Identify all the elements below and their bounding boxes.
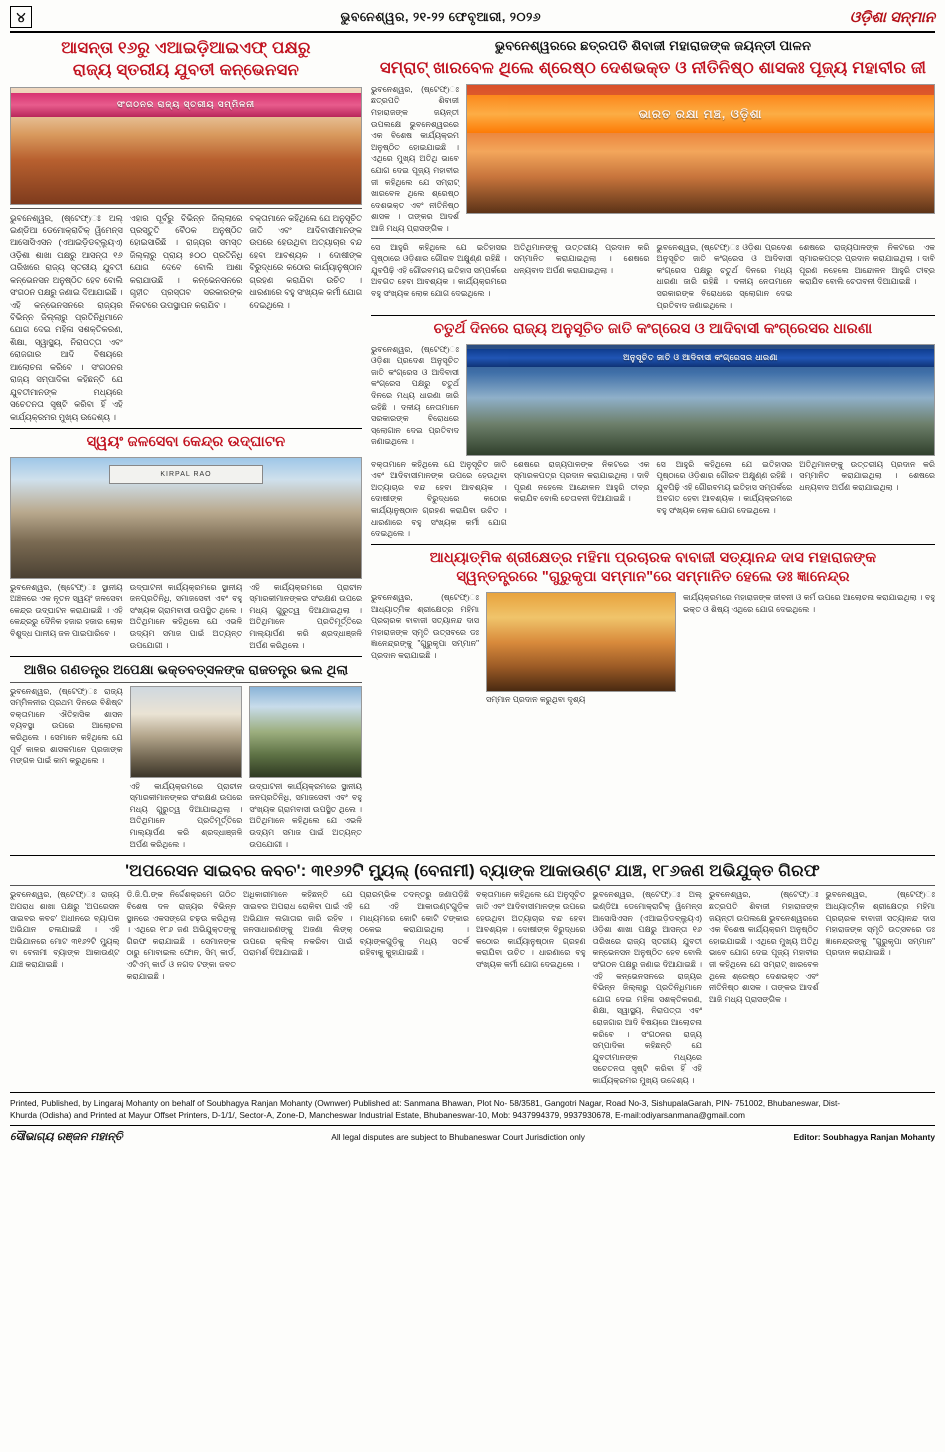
article-a3-headline: ଚତୁର୍ଥ ଦିନରେ ରାଜ୍ୟ ଅନୁସୂଚିତ ଜାତି କଂଗ୍ରେସ ଓ ଆଦିବାସୀ କଂଗ୍ରେସର ଧାରଣା (433, 321, 873, 338)
page-number: ୪ (10, 6, 32, 28)
article-a3-para-2: ବକ୍ତାମାନେ କହିଥିଲେ ଯେ ଅନୁସୂଚିତ ଜାତି ଏବଂ ଆଦିବାସୀମାନଙ୍କ ଉପରେ ହେଉଥିବା ଅତ୍ୟାଚାର ବନ୍ଦ ହେବା ଆବଶ୍ୟକ । ଦୋଷୀଙ୍କ ବିରୁଦ୍ଧରେ କଠୋର କାର୍ଯ୍ୟାନୁଷ୍ଠାନ ଗ୍ରହଣ କରାଯିବା ଉଚିତ । ଧାରଣାରେ ବହୁ ସଂଖ୍ୟକ କର୍ମୀ ଯୋଗ ଦେଇଥିଲେ । (371, 459, 507, 539)
right-column-block (371, 37, 935, 850)
article-a2-para-1: ଭୁବନେଶ୍ୱର, (ଷ୍ଟେଫ୍‌)ଃ ଛତ୍ରପତି ଶିବାଜୀ ମହାରାଜଙ୍କ ଜୟନ୍ତୀ ଉପଲକ୍ଷେ ଭୁବନେଶ୍ୱରରେ ଏକ ବିଶେଷ କାର୍ଯ୍ୟକ୍ରମ ଅନୁଷ୍ଠିତ ହୋଇଯାଇଛି । ଏଥିରେ ମୁଖ୍ୟ ଅତିଥି ଭାବେ ଯୋଗ ଦେଇ ପୂଜ୍ୟ ମହାବୀର ଜୀ କହିଥିଲେ ଯେ ସମ୍ରାଟ୍ ଖାରବେଳ ଥିଲେ ଶ୍ରେଷ୍ଠ ଦେଶଭକ୍ତ ଏବଂ ନୀତିନିଷ୍ଠ ଶାସକ । ତାଙ୍କର ଆଦର୍ଶ ଆଜି ମଧ୍ୟ ପ୍ରାସଙ୍ଗିକ । (371, 84, 459, 233)
article-a4-photo (10, 457, 362, 579)
article-a2-para-4: ଭୁବନେଶ୍ୱର, (ଷ୍ଟେଫ୍‌)ଃ ଓଡ଼ିଶା ପ୍ରଦେଶ ଅନୁସୂଚିତ ଜାତି କଂଗ୍ରେସ ଓ ଆଦିବାସୀ କଂଗ୍ରେସ ପକ୍ଷରୁ ଚତୁର୍ଥ ଦିନରେ ମଧ୍ୟ ଧାରଣା ଜାରି ରହିଛି । ଦଳୀୟ ନେତାମାନେ ସରକାରଙ୍କ ବିରୋଧରେ ସ୍ଲୋଗାନ ଦେଇ ପ୍ରତିବାଦ ଜଣାଇଥିଲେ । (656, 242, 793, 310)
article-a1-para-3: ବକ୍ତାମାନେ କହିଥିଲେ ଯେ ଅନୁସୂଚିତ ଜାତି ଏବଂ ଆଦିବାସୀମାନଙ୍କ ଉପରେ ହେଉଥିବା ଅତ୍ୟାଚାର ବନ୍ଦ ହେବା ଆବଶ୍ୟକ । ଦୋଷୀଙ୍କ ବିରୁଦ୍ଧରେ କଠୋର କାର୍ଯ୍ୟାନୁଷ୍ଠାନ ଗ୍ରହଣ କରାଯିବା ଉଚିତ । ଧାରଣାରେ ବହୁ ସଂଖ୍ୟକ କର୍ମୀ ଯୋଗ ଦେଇଥିଲେ । (249, 212, 363, 310)
article-a1-photo (10, 87, 362, 205)
article-a6-para-2: କାର୍ଯ୍ୟକ୍ରମରେ ମହାରାଜଙ୍କ ଜୀବନୀ ଓ କର୍ମ ଉପରେ ଆଲୋଚନା କରାଯାଇଥିଲା । ବହୁ ଭକ୍ତ ଓ ଶିଷ୍ୟ ଏଥିରେ ଯୋଗ ଦେଇଥିଲେ । (683, 592, 935, 614)
article-a7-para-6: ଭୁବନେଶ୍ୱର, (ଷ୍ଟେଫ୍‌)ଃ ଅଲ୍‌ ଇଣ୍ଡିଆ ଡେମୋକ୍ରାଟିକ୍ ୱିମେନ୍ସ ଆସୋସିଏସନ (ଏଆଇଡ଼ିଡବ୍ଲ୍ୟୁଏ) ଓଡ଼ିଶା ଶାଖା ପକ୍ଷରୁ ଆସନ୍ତା ୧୬ ତାରିଖରେ ରାଜ୍ୟ ସ୍ତରୀୟ ଯୁବତୀ କନ୍‌ଭେନସନ ଅନୁଷ୍ଠିତ ହେବ ବୋଲି ସଂଗଠନ ପକ୍ଷରୁ ଜଣାଇ ଦିଆଯାଇଛି । ଏହି କନ୍‌ଭେନସନରେ ରାଜ୍ୟର ବିଭିନ୍ନ ଜିଲ୍ଲାରୁ ପ୍ରତିନିଧିମାନେ ଯୋଗ ଦେଇ ମହିଳା ସଶକ୍ତିକରଣ, ଶିକ୍ଷା, ସ୍ୱାସ୍ଥ୍ୟ, ନିରାପତ୍ତା ଏବଂ ରୋଜଗାର ଆଦି ବିଷୟରେ ଆଲୋଚନା କରିବେ । ସଂଗଠନର ରାଜ୍ୟ ସମ୍ପାଦିକା କହିଛନ୍ତି ଯେ ଯୁବତୀମାନଙ୍କ ମଧ୍ୟରେ ସଚେତନତା ସୃଷ୍ଟି କରିବା ହିଁ ଏହି କାର୍ଯ୍ୟକ୍ରମର ମୁଖ୍ୟ ଉଦ୍ଦେଶ୍ୟ । (592, 890, 702, 1085)
article-a5-para-1: ଭୁବନେଶ୍ୱର, (ଷ୍ଟେଫ୍‌)ଃ ରାଜ୍ୟ ସମ୍ମିଳନୀର ପ୍ରଥମ ଦିନରେ ବିଶିଷ୍ଟ ବକ୍ତାମାନେ ଐତିହାସିକ ଶାସନ ବ୍ୟବସ୍ଥା ଉପରେ ଆଲୋଚନା କରିଥିଲେ । ସେମାନେ କହିଥିଲେ ଯେ ପୂର୍ବ କାଳର ଶାସକମାନେ ପ୍ରଜାଙ୍କ ମଙ୍ଗଳ ପାଇଁ କାମ କରୁଥିଲେ । (10, 686, 123, 766)
article-a5-para-3: ଉଦ୍‌ଘାଟନୀ କାର୍ଯ୍ୟକ୍ରମରେ ସ୍ଥାନୀୟ ଜନପ୍ରତିନିଧି, ସମାଜସେବୀ ଏବଂ ବହୁ ସଂଖ୍ୟକ ଗ୍ରାମବାସୀ ଉପସ୍ଥିତ ଥିଲେ । ଅତିଥିମାନେ କହିଥିଲେ ଯେ ଏଭଳି ଉଦ୍ୟମ ସମାଜ ପାଇଁ ଅତ୍ୟନ୍ତ ଉପଯୋଗୀ । (249, 781, 363, 849)
article-a6-headline-line2: ସ୍ୱନ୍ତନ୍ତ୍ରରେ "ଗୁରୁକୃପା ସମ୍ମାନ"ରେ ସମ୍ମାନିତ ହେଲେ ଡଃ ଜ୍ଞାନେନ୍ଦ୍ର (456, 569, 850, 586)
publisher-signature: ସୌଭାଗ୍ୟ ରଞ୍ଜନ ମହାନ୍ତି (10, 1130, 123, 1143)
article-a7-para-2: ଡି.ଜି.ପି.ଙ୍କ ନିର୍ଦ୍ଦେଶକ୍ରମେ ଗଠିତ ବିଶେଷ ଦଳ ରାଜ୍ୟର ବିଭିନ୍ନ ସ୍ଥାନରେ ଏକସଙ୍ଗେ ଚଢ଼ଉ କରିଥିଲା । ଏଥିରେ ୧୮୬ ଜଣ ଅଭିଯୁକ୍ତଙ୍କୁ ଗିରଫ କରାଯାଇଛି । ସେମାନଙ୍କ ଠାରୁ ମୋବାଇଲ ଫୋନ, ସିମ୍ କାର୍ଡ, ଏଟିଏମ୍ କାର୍ଡ ଓ ନଗଦ ଟଙ୍କା ଜବତ କରାଯାଇଛି । (126, 890, 236, 981)
article-a2-headline: ସମ୍ରାଟ୍ ଖାରବେଳ ଥିଲେ ଶ୍ରେଷ୍ଠ ଦେଶଭକ୍ତ ଓ ନୀତିନିଷ୍ଠ ଶାସକଃ ପୂଜ୍ୟ ମହାବୀର ଜୀ (379, 58, 927, 77)
article-a3-para-1: ଭୁବନେଶ୍ୱର, (ଷ୍ଟେଫ୍‌)ଃ ଓଡ଼ିଶା ପ୍ରଦେଶ ଅନୁସୂଚିତ ଜାତି କଂଗ୍ରେସ ଓ ଆଦିବାସୀ କଂଗ୍ରେସ ପକ୍ଷରୁ ଚତୁର୍ଥ ଦିନରେ ମଧ୍ୟ ଧାରଣା ଜାରି ରହିଛି । ଦଳୀୟ ନେତାମାନେ ସରକାରଙ୍କ ବିରୋଧରେ ସ୍ଲୋଗାନ ଦେଇ ପ୍ରତିବାଦ ଜଣାଇଥିଲେ । (371, 344, 459, 447)
article-a1-para-2: ଏହାର ପୂର୍ବରୁ ବିଭିନ୍ନ ଜିଲ୍ଲାରେ ପ୍ରସ୍ତୁତି ବୈଠକ ଅନୁଷ୍ଠିତ ହୋଇସାରିଛି । ରାଜ୍ୟର ସମସ୍ତ ଜିଲ୍ଲାରୁ ପ୍ରାୟ ୫୦୦ ପ୍ରତିନିଧି ଯୋଗ ଦେବେ ବୋଲି ଆଶା କରାଯାଉଛି । କନ୍‌ଭେନସନରେ ଗୃହୀତ ପ୍ରସ୍ତାବ ସରକାରଙ୍କ ନିକଟରେ ଉପସ୍ଥାପନ କରାଯିବ । (129, 212, 243, 310)
article-a3-para-5: ଅତିଥିମାନଙ୍କୁ ଉତ୍ତରୀୟ ପ୍ରଦାନ କରି ସମ୍ମାନିତ କରାଯାଇଥିଲା । ଶେଷରେ ଧନ୍ୟବାଦ ଅର୍ପଣ କରାଯାଇଥିଲା । (799, 459, 935, 492)
masthead (10, 6, 935, 33)
footer-imprint (10, 1092, 935, 1146)
article-a6-headline-line1: ଆଧ୍ୟାତ୍ମିକ ଶ୍ରୀକ୍ଷେତ୍ର ମହିମା ପ୍ରଚାରକ ବାବାଜୀ ସତ୍ୟାନନ୍ଦ ଦାସ ମହାରାଜଙ୍କ (429, 549, 877, 566)
article-a7-para-7: ଭୁବନେଶ୍ୱର, (ଷ୍ଟେଫ୍‌)ଃ ଛତ୍ରପତି ଶିବାଜୀ ମହାରାଜଙ୍କ ଜୟନ୍ତୀ ଉପଲକ୍ଷେ ଭୁବନେଶ୍ୱରରେ ଏକ ବିଶେଷ କାର୍ଯ୍ୟକ୍ରମ ଅନୁଷ୍ଠିତ ହୋଇଯାଇଛି । ଏଥିରେ ମୁଖ୍ୟ ଅତିଥି ଭାବେ ଯୋଗ ଦେଇ ପୂଜ୍ୟ ମହାବୀର ଜୀ କହିଥିଲେ ଯେ ସମ୍ରାଟ୍ ଖାରବେଳ ଥିଲେ ଶ୍ରେଷ୍ଠ ଦେଶଭକ୍ତ ଏବଂ ନୀତିନିଷ୍ଠ ଶାସକ । ତାଙ୍କର ଆଦର୍ଶ ଆଜି ମଧ୍ୟ ପ୍ରାସଙ୍ଗିକ । (709, 890, 819, 1004)
article-a1-headline-line2: ରାଜ୍ୟ ସ୍ତରୀୟ ଯୁବତୀ କନ୍‌ଭେନସନ (72, 61, 300, 80)
article-a2-photo (466, 84, 935, 214)
article-a4-para-3: ଏହି କାର୍ଯ୍ୟକ୍ରମରେ ପ୍ରାଚୀନ ସ୍ମାରକୀମାନଙ୍କର ସଂରକ୍ଷଣ ଉପରେ ମଧ୍ୟ ଗୁରୁତ୍ୱ ଦିଆଯାଇଥିଲା । ଅତିଥିମାନେ ପ୍ରତିମୂର୍ତ୍ତିରେ ମାଲ୍ୟାର୍ପଣ କରି ଶ୍ରଦ୍ଧାଞ୍ଜଳି ଅର୍ପଣ କରିଥିଲେ । (249, 582, 363, 650)
article-a7-para-5: ବକ୍ତାମାନେ କହିଥିଲେ ଯେ ଅନୁସୂଚିତ ଜାତି ଏବଂ ଆଦିବାସୀମାନଙ୍କ ଉପରେ ହେଉଥିବା ଅତ୍ୟାଚାର ବନ୍ଦ ହେବା ଆବଶ୍ୟକ । ଦୋଷୀଙ୍କ ବିରୁଦ୍ଧରେ କଠୋର କାର୍ଯ୍ୟାନୁଷ୍ଠାନ ଗ୍ରହଣ କରାଯିବା ଉଚିତ । ଧାରଣାରେ ବହୁ ସଂଖ୍ୟକ କର୍ମୀ ଯୋଗ ଦେଇଥିଲେ । (476, 890, 586, 970)
masthead-date: ଭୁବନେଶ୍ୱର, ୨୧-୨୨ ଫେବୃଆରୀ, ୨୦୨୬ (340, 9, 542, 24)
article-a4-para-1: ଭୁବନେଶ୍ୱର, (ଷ୍ଟେଫ୍‌)ଃ ସ୍ଥାନୀୟ ଅଞ୍ଚଳରେ ଏକ ନୂତନ ସ୍ୱୟଂ ଜଳସେବା କେନ୍ଦ୍ର ଉଦ୍‌ଘାଟନ କରାଯାଇଛି । ଏହି କେନ୍ଦ୍ରରୁ ଦୈନିକ ହଜାର ହଜାର ଲୋକ ବିଶୁଦ୍ଧ ପାନୀୟ ଜଳ ପାଇପାରିବେ । (10, 582, 123, 638)
article-a6-caption: ସମ୍ମାନ ପ୍ରଦାନ କରୁଥିବା ଦୃଶ୍ୟ (486, 694, 586, 704)
article-a7-para-8: ଭୁବନେଶ୍ୱର, (ଷ୍ଟେଫ୍‌)ଃ ଆଧ୍ୟାତ୍ମିକ ଶ୍ରୀକ୍ଷେତ୍ର ମହିମା ପ୍ରଚାରକ ବାବାଜୀ ସତ୍ୟାନନ୍ଦ ଦାସ ମହାରାଜଙ୍କ ସ୍ମୃତି ଉତ୍ସବରେ ଡଃ ଜ୍ଞାନେନ୍ଦ୍ରଙ୍କୁ "ଗୁରୁକୃପା ସମ୍ମାନ" ପ୍ରଦାନ କରାଯାଇଛି । (825, 890, 935, 958)
newspaper-title: ଓଡ଼ିଶା ସନ୍ମାନ (849, 8, 935, 26)
article-a1-para-1: ଭୁବନେଶ୍ୱର, (ଷ୍ଟେଫ୍‌)ଃ ଅଲ୍‌ ଇଣ୍ଡିଆ ଡେମୋକ୍ରାଟିକ୍ ୱିମେନ୍ସ ଆସୋସିଏସନ (ଏଆଇଡ଼ିଡବ୍ଲ୍ୟୁଏ) ଓଡ଼ିଶା ଶାଖା ପକ୍ଷରୁ ଆସନ୍ତା ୧୬ ତାରିଖରେ ରାଜ୍ୟ ସ୍ତରୀୟ ଯୁବତୀ କନ୍‌ଭେନସନ ଅନୁଷ୍ଠିତ ହେବ ବୋଲି ସଂଗଠନ ପକ୍ଷରୁ ଜଣାଇ ଦିଆଯାଇଛି । ଏହି କନ୍‌ଭେନସନରେ ରାଜ୍ୟର ବିଭିନ୍ନ ଜିଲ୍ଲାରୁ ପ୍ରତିନିଧିମାନେ ଯୋଗ ଦେଇ ମହିଳା ସଶକ୍ତିକରଣ, ଶିକ୍ଷା, ସ୍ୱାସ୍ଥ୍ୟ, ନିରାପତ୍ତା ଏବଂ ରୋଜଗାର ଆଦି ବିଷୟରେ ଆଲୋଚନା କରିବେ । ସଂଗଠନର ରାଜ୍ୟ ସମ୍ପାଦିକା କହିଛନ୍ତି ଯେ ଯୁବତୀମାନଙ୍କ ମଧ୍ୟରେ ସଚେତନତା ସୃଷ୍ଟି କରିବା ହିଁ ଏହି କାର୍ଯ୍ୟକ୍ରମର ମୁଖ୍ୟ ଉଦ୍ଦେଶ୍ୟ । (10, 212, 123, 422)
article-a5-headline: ଆଖିର ଗଣତନ୍ତ୍ର ଅପେକ୍ଷା ଭକ୍ତବତ୍ସଳଙ୍କ ରାଜତନ୍ତ୍ର ଭଲ ଥିଲା (23, 662, 349, 678)
footer-line-2: Khurda (Odisha) and Printed at Mayur Offset Printers, D-1/1/, Sector-A, Zone-D, Mancheswar Industrial Estate, Bhubaneswar-10, Mob: 9437994379, 9937930678, E-mail:odiyarsanmana@gmail.com (10, 1110, 746, 1121)
article-a2-para-2: ସେ ଆହୁରି କହିଥିଲେ ଯେ ଇତିହାସର ପୃଷ୍ଠାରେ ଓଡ଼ିଶାର ଗୌରବ ଅକ୍ଷୁଣ୍ଣ ରହିଛି । ଯୁବପିଢ଼ି ଏହି ଗୌରବମୟ ଇତିହାସ ସମ୍ପର୍କରେ ଅବଗତ ହେବା ଆବଶ୍ୟକ । କାର୍ଯ୍ୟକ୍ରମରେ ବହୁ ସଂଖ୍ୟକ ଲୋକ ଯୋଗ ଦେଇଥିଲେ । (371, 242, 507, 298)
article-a3-para-3: ଶେଷରେ ରାଜ୍ୟପାଳଙ୍କ ନିକଟରେ ଏକ ସ୍ମାରକପତ୍ର ପ୍ରଦାନ କରାଯାଇଥିଲା । ଦାବି ପୂରଣ ନହେଲେ ଆନ୍ଦୋଳନ ଆହୁରି ତୀବ୍ର କରାଯିବ ବୋଲି ଚେତାବନୀ ଦିଆଯାଇଛି । (513, 459, 650, 504)
article-a7-headline: 'ଅପରେସନ ସାଇବର କବଚ': ୩୧୬୨ଟି ମ୍ୟୁଲ୍ (ବେନାମୀ) ବ୍ୟାଙ୍କ ଆକାଉଣ୍ଟ ଯାଞ୍ଚ, ୧୮୬ଜଣ ଅଭିଯୁକ୍ତ ଗିରଫ (125, 862, 820, 881)
article-a5-para-2: ଏହି କାର୍ଯ୍ୟକ୍ରମରେ ପ୍ରାଚୀନ ସ୍ମାରକୀମାନଙ୍କର ସଂରକ୍ଷଣ ଉପରେ ମଧ୍ୟ ଗୁରୁତ୍ୱ ଦିଆଯାଇଥିଲା । ଅତିଥିମାନେ ପ୍ରତିମୂର୍ତ୍ତିରେ ମାଲ୍ୟାର୍ପଣ କରି ଶ୍ରଦ୍ଧାଞ୍ଜଳି ଅର୍ପଣ କରିଥିଲେ । (129, 781, 243, 849)
article-a7-para-4: ପ୍ରାରମ୍ଭିକ ତଦନ୍ତରୁ ଜଣାପଡ଼ିଛି ଯେ ଏହି ଆକାଉଣ୍ଟଗୁଡ଼ିକ ମାଧ୍ୟମରେ କୋଟି କୋଟି ଟଙ୍କାର ଠକେଇ କରାଯାଇଥିଲା । ବ୍ୟାଙ୍କଗୁଡ଼ିକୁ ମଧ୍ୟ ସତର୍କ ରହିବାକୁ କୁହାଯାଇଛି । (359, 890, 469, 958)
article-a7-para-1: ଭୁବନେଶ୍ୱର, (ଷ୍ଟେଫ୍‌)ଃ ରାଜ୍ୟ ଅପରାଧ ଶାଖା ପକ୍ଷରୁ 'ଅପରେସନ ସାଇବର କବଚ' ଅଧୀନରେ ବ୍ୟାପକ ଅଭିଯାନ ଚଳାଯାଇଛି । ଏହି ଅଭିଯାନରେ ମୋଟ ୩୧୬୨ଟି ମ୍ୟୁଲ୍ ବା ବେନାମୀ ବ୍ୟାଙ୍କ ଆକାଉଣ୍ଟ ଯାଞ୍ଚ କରାଯାଇଛି । (10, 890, 120, 970)
article-a6-para-1: ଭୁବନେଶ୍ୱର, (ଷ୍ଟେଫ୍‌)ଃ ଆଧ୍ୟାତ୍ମିକ ଶ୍ରୀକ୍ଷେତ୍ର ମହିମା ପ୍ରଚାରକ ବାବାଜୀ ସତ୍ୟାନନ୍ଦ ଦାସ ମହାରାଜଙ୍କ ସ୍ମୃତି ଉତ୍ସବରେ ଡଃ ଜ୍ଞାନେନ୍ଦ୍ରଙ୍କୁ "ଗୁରୁକୃପା ସମ୍ମାନ" ପ୍ରଦାନ କରାଯାଇଛି । (371, 592, 479, 660)
article-a2-para-3: ଅତିଥିମାନଙ୍କୁ ଉତ୍ତରୀୟ ପ୍ରଦାନ କରି ସମ୍ମାନିତ କରାଯାଇଥିଲା । ଶେଷରେ ଧନ୍ୟବାଦ ଅର୍ପଣ କରାଯାଇଥିଲା । (513, 242, 650, 275)
editor-label: Editor: Soubhagya Ranjan Mohanty (793, 1131, 935, 1142)
article-a1-headline-line1: ଆସନ୍ତା ୧୬ରୁ ଏଆଇଡ଼ିଆଇଏଫ୍ ପକ୍ଷରୁ (61, 39, 311, 57)
footer-line-1: Printed, Published, by Lingaraj Mohanty on behalf of Soubhagya Ranjan Mohanty (Ownwer) Published at: Sanmana Bhawan, Plot No- 58/3581, Gangotri Nagar, Road No-3, SishupalaGarah, PIN- 751002, Bhubaneswar, Dist- (10, 1097, 841, 1108)
left-column-block (10, 37, 362, 850)
article-a2-para-5: ଶେଷରେ ରାଜ୍ୟପାଳଙ୍କ ନିକଟରେ ଏକ ସ୍ମାରକପତ୍ର ପ୍ରଦାନ କରାଯାଇଥିଲା । ଦାବି ପୂରଣ ନହେଲେ ଆନ୍ଦୋଳନ ଆହୁରି ତୀବ୍ର କରାଯିବ ବୋଲି ଚେତାବନୀ ଦିଆଯାଇଛି । (799, 242, 935, 287)
article-a6-photo (486, 592, 676, 692)
article-a3-para-4: ସେ ଆହୁରି କହିଥିଲେ ଯେ ଇତିହାସର ପୃଷ୍ଠାରେ ଓଡ଼ିଶାର ଗୌରବ ଅକ୍ଷୁଣ୍ଣ ରହିଛି । ଯୁବପିଢ଼ି ଏହି ଗୌରବମୟ ଇତିହାସ ସମ୍ପର୍କରେ ଅବଗତ ହେବା ଆବଶ୍ୟକ । କାର୍ଯ୍ୟକ୍ରମରେ ବହୁ ସଂଖ୍ୟକ ଲୋକ ଯୋଗ ଦେଇଥିଲେ । (656, 459, 793, 516)
article-a4-photo-label: KIRPAL RAO (109, 465, 263, 484)
article-a4-headline: ସ୍ୱୟଂ ଜଳସେବା କେନ୍ଦ୍ର ଉଦ୍‌ଘାଟନ (86, 433, 286, 450)
article-a2-kicker: ଭୁବନେଶ୍ୱରରେ ଛତ୍ରପତି ଶିବାଜୀ ମହାରାଜଙ୍କ ଜୟନ୍ତୀ ପାଳନ (494, 38, 812, 53)
article-a2-banner-text: ଭାରତ ରକ୍ଷା ମଞ୍ଚ, ଓଡ଼ିଶା (467, 95, 934, 133)
jurisdiction-note: All legal disputes are subject to Bhubaneswar Court Jurisdiction only (331, 1131, 585, 1142)
article-a7-para-3: ଅଧିକାରୀମାନେ କହିଛନ୍ତି ଯେ ସାଇବର ଅପରାଧ ରୋକିବା ପାଇଁ ଏହି ଅଭିଯାନ ଲଗାତାର ଜାରି ରହିବ । ଜନସାଧାରଣଙ୍କୁ ଅଜଣା ଲିଙ୍କ୍ ଉପରେ କ୍ଲିକ୍ ନକରିବା ପାଇଁ ପରାମର୍ଶ ଦିଆଯାଇଛି । (243, 890, 353, 958)
article-a5-photo-2 (249, 686, 362, 778)
article-a1-banner-text: ସଂଗଠନର ରାଜ୍ୟ ସ୍ତରୀୟ ସମ୍ମିଳନୀ (11, 93, 361, 116)
article-a5-photo (130, 686, 243, 778)
article-a4-para-2: ଉଦ୍‌ଘାଟନୀ କାର୍ଯ୍ୟକ୍ରମରେ ସ୍ଥାନୀୟ ଜନପ୍ରତିନିଧି, ସମାଜସେବୀ ଏବଂ ବହୁ ସଂଖ୍ୟକ ଗ୍ରାମବାସୀ ଉପସ୍ଥିତ ଥିଲେ । ଅତିଥିମାନେ କହିଥିଲେ ଯେ ଏଭଳି ଉଦ୍ୟମ ସମାଜ ପାଇଁ ଅତ୍ୟନ୍ତ ଉପଯୋଗୀ । (129, 582, 243, 650)
article-a3-banner-text: ଅନୁସୂଚିତ ଜାତି ଓ ଆଦିବାସୀ କଂଗ୍ରେସର ଧାରଣା (467, 349, 934, 367)
article-a3-photo (466, 344, 935, 456)
